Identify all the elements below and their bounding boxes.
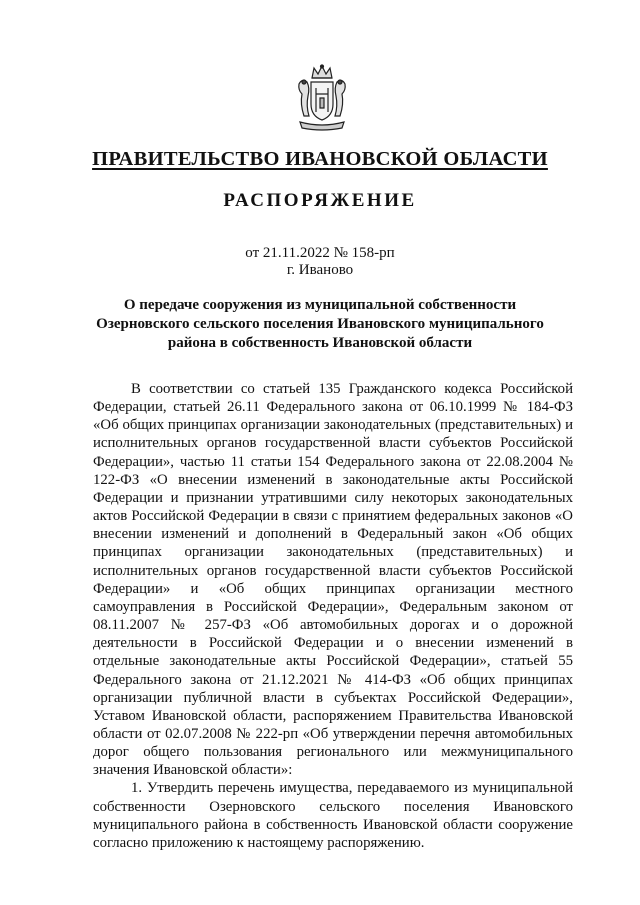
document-body (93, 380, 573, 852)
organization-title: ПРАВИТЕЛЬСТВО ИВАНОВСКОЙ ОБЛАСТИ (92, 148, 548, 170)
document-subject: О передаче сооружения из муниципальной собственности Озерновского сельского поселения Ивановского муниципального района в собственность Ивановской области (96, 297, 544, 351)
item-1-paragraph: 1. Утвердить перечень имущества, передаваемого из муниципальной собственности Озерновского сельского поселения Ивановского муниципального района в собственность Ивановской области сооружение согласно приложению к настоящему распоряжению. (93, 780, 573, 851)
document-city: г. Иваново (286, 262, 354, 278)
document-type-heading: РАСПОРЯЖЕНИЕ (223, 190, 417, 211)
coat-of-arms-emblem (296, 64, 348, 132)
document-date-number: от 21.11.2022 № 158-рп (245, 245, 395, 261)
preamble-paragraph: В соответствии со статьей 135 Гражданского кодекса Российской Федерации, статьей 26.11 Федерального закона от 06.10.1999 № 184-ФЗ «Об общих принципах организации законодательных (представительных) и исполнительных органов государственной власти субъектов Российской Федерации», частью 11 статьи 154 Федерального закона от 22.08.2004 № 122-ФЗ «О внесении изменений в законодательные акты Российской Федерации и признании утратившими силу некоторых законодательных актов Российской Федерации в связи с принятием федеральных законов «О внесении изменений и дополнений в Федеральный закон «Об общих принципах организации законодательных (представительных) и исполнительных органов государственной власти субъектов Российской Федерации» и «Об общих принципах организации местного самоуправления в Российской Федерации», Федеральным законом от 08.11.2007 № 257-ФЗ «Об автомобильных дорогах и о дорожной деятельности в Российской Федерации и о внесении изменений в отдельные законодательные акты Российской Федерации», статьей 55 Федерального закона от 21.12.2021 № 414-ФЗ «Об общих принципах организации публичной власти в субъектах Российской Федерации», Уставом Ивановской области, распоряжением Правительства Ивановской области от 02.07.2008 № 222-рп «Об утверждении перечня автомобильных дорог общего пользования регионального или межмуниципального значения Ивановской области»: (93, 381, 573, 779)
